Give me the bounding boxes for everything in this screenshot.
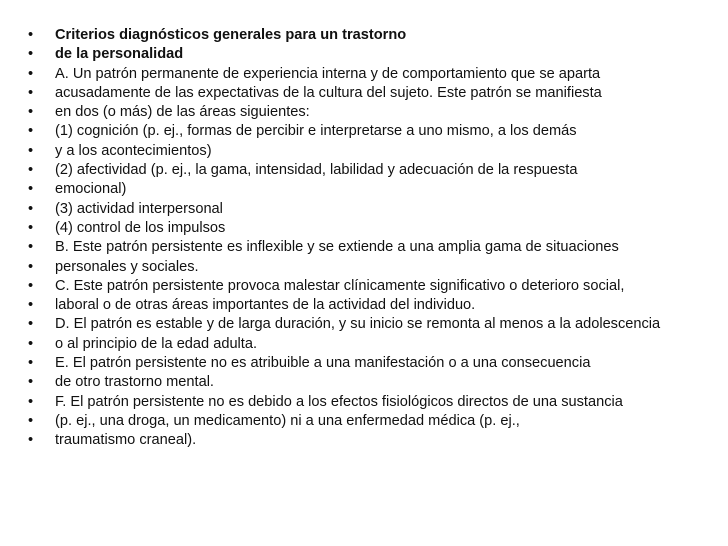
bullet-list bbox=[28, 27, 698, 452]
bullet-item bbox=[28, 66, 698, 83]
bullet-text: emocional) bbox=[55, 181, 127, 198]
bullet-dot-icon: • bbox=[28, 65, 34, 82]
bullet-item bbox=[28, 394, 698, 411]
bullet-dot-icon: • bbox=[28, 219, 34, 236]
bullet-item bbox=[28, 355, 698, 372]
bullet-text: y a los acontecimientos) bbox=[55, 142, 212, 159]
bullet-item bbox=[28, 201, 698, 218]
bullet-text: laboral o de otras áreas importantes de la actividad del individuo. bbox=[55, 297, 476, 314]
bullet-text: D. El patrón es estable y de larga duración, y su inicio se remonta al menos a la adolescencia bbox=[55, 316, 661, 333]
bullet-text: de otro trastorno mental. bbox=[55, 374, 214, 391]
bullet-dot-icon: • bbox=[28, 123, 34, 140]
bullet-item bbox=[28, 336, 698, 353]
bullet-dot-icon: • bbox=[28, 393, 34, 410]
bullet-item bbox=[28, 181, 698, 198]
bullet-text: F. El patrón persistente no es debido a los efectos fisiológicos directos de una sustancia bbox=[55, 393, 623, 410]
bullet-text: (4) control de los impulsos bbox=[55, 219, 226, 236]
bullet-item bbox=[28, 27, 698, 44]
bullet-item bbox=[28, 374, 698, 391]
bullet-dot-icon: • bbox=[28, 412, 34, 429]
bullet-dot-icon: • bbox=[28, 432, 34, 449]
bullet-item bbox=[28, 278, 698, 295]
bullet-item bbox=[28, 316, 698, 333]
bullet-dot-icon: • bbox=[28, 239, 34, 256]
bullet-item bbox=[28, 46, 698, 63]
bullet-dot-icon: • bbox=[28, 277, 34, 294]
bullet-dot-icon: • bbox=[28, 297, 34, 314]
bullet-item bbox=[28, 123, 698, 140]
bullet-text: (2) afectividad (p. ej., la gama, intensidad, labilidad y adecuación de la respuesta bbox=[55, 162, 578, 179]
bullet-text: A. Un patrón permanente de experiencia interna y de comportamiento que se aparta bbox=[55, 65, 601, 82]
bullet-dot-icon: • bbox=[28, 104, 34, 121]
bullet-dot-icon: • bbox=[28, 200, 34, 217]
bullet-item bbox=[28, 413, 698, 430]
bullet-item bbox=[28, 162, 698, 179]
bullet-text: Criterios diagnósticos generales para un trastorno bbox=[55, 27, 407, 43]
bullet-dot-icon: • bbox=[28, 46, 34, 63]
bullet-dot-icon: • bbox=[28, 355, 34, 372]
bullet-text: acusadamente de las expectativas de la cultura del sujeto. Este patrón se manifiesta bbox=[55, 84, 602, 101]
bullet-item bbox=[28, 297, 698, 314]
bullet-dot-icon: • bbox=[28, 162, 34, 179]
bullet-dot-icon: • bbox=[28, 84, 34, 101]
bullet-dot-icon: • bbox=[28, 258, 34, 275]
bullet-text: en dos (o más) de las áreas siguientes: bbox=[55, 104, 310, 121]
bullet-dot-icon: • bbox=[28, 181, 34, 198]
bullet-text: (1) cognición (p. ej., formas de percibir e interpretarse a uno mismo, a los demás bbox=[55, 123, 577, 140]
bullet-text: traumatismo craneal). bbox=[55, 432, 197, 449]
bullet-dot-icon: • bbox=[28, 374, 34, 391]
bullet-item bbox=[28, 85, 698, 102]
bullet-item bbox=[28, 104, 698, 121]
bullet-dot-icon: • bbox=[28, 142, 34, 159]
bullet-text: C. Este patrón persistente provoca malestar clínicamente significativo o deterioro social, bbox=[55, 277, 625, 294]
bullet-text: B. Este patrón persistente es inflexible y se extiende a una amplia gama de situaciones bbox=[55, 239, 619, 256]
bullet-text: (3) actividad interpersonal bbox=[55, 200, 223, 217]
bullet-item bbox=[28, 143, 698, 160]
bullet-text: (p. ej., una droga, un medicamento) ni a una enfermedad médica (p. ej., bbox=[55, 412, 520, 429]
bullet-text: o al principio de la edad adulta. bbox=[55, 335, 258, 352]
bullet-dot-icon: • bbox=[28, 335, 34, 352]
bullet-text: personales y sociales. bbox=[55, 258, 199, 275]
bullet-item bbox=[28, 239, 698, 256]
bullet-item bbox=[28, 259, 698, 276]
bullet-text: de la personalidad bbox=[55, 46, 184, 63]
bullet-dot-icon: • bbox=[28, 316, 34, 333]
bullet-text: E. El patrón persistente no es atribuible a una manifestación o a una consecuencia bbox=[55, 355, 591, 372]
bullet-item bbox=[28, 432, 698, 449]
bullet-item bbox=[28, 220, 698, 237]
bullet-dot-icon: • bbox=[28, 27, 34, 43]
